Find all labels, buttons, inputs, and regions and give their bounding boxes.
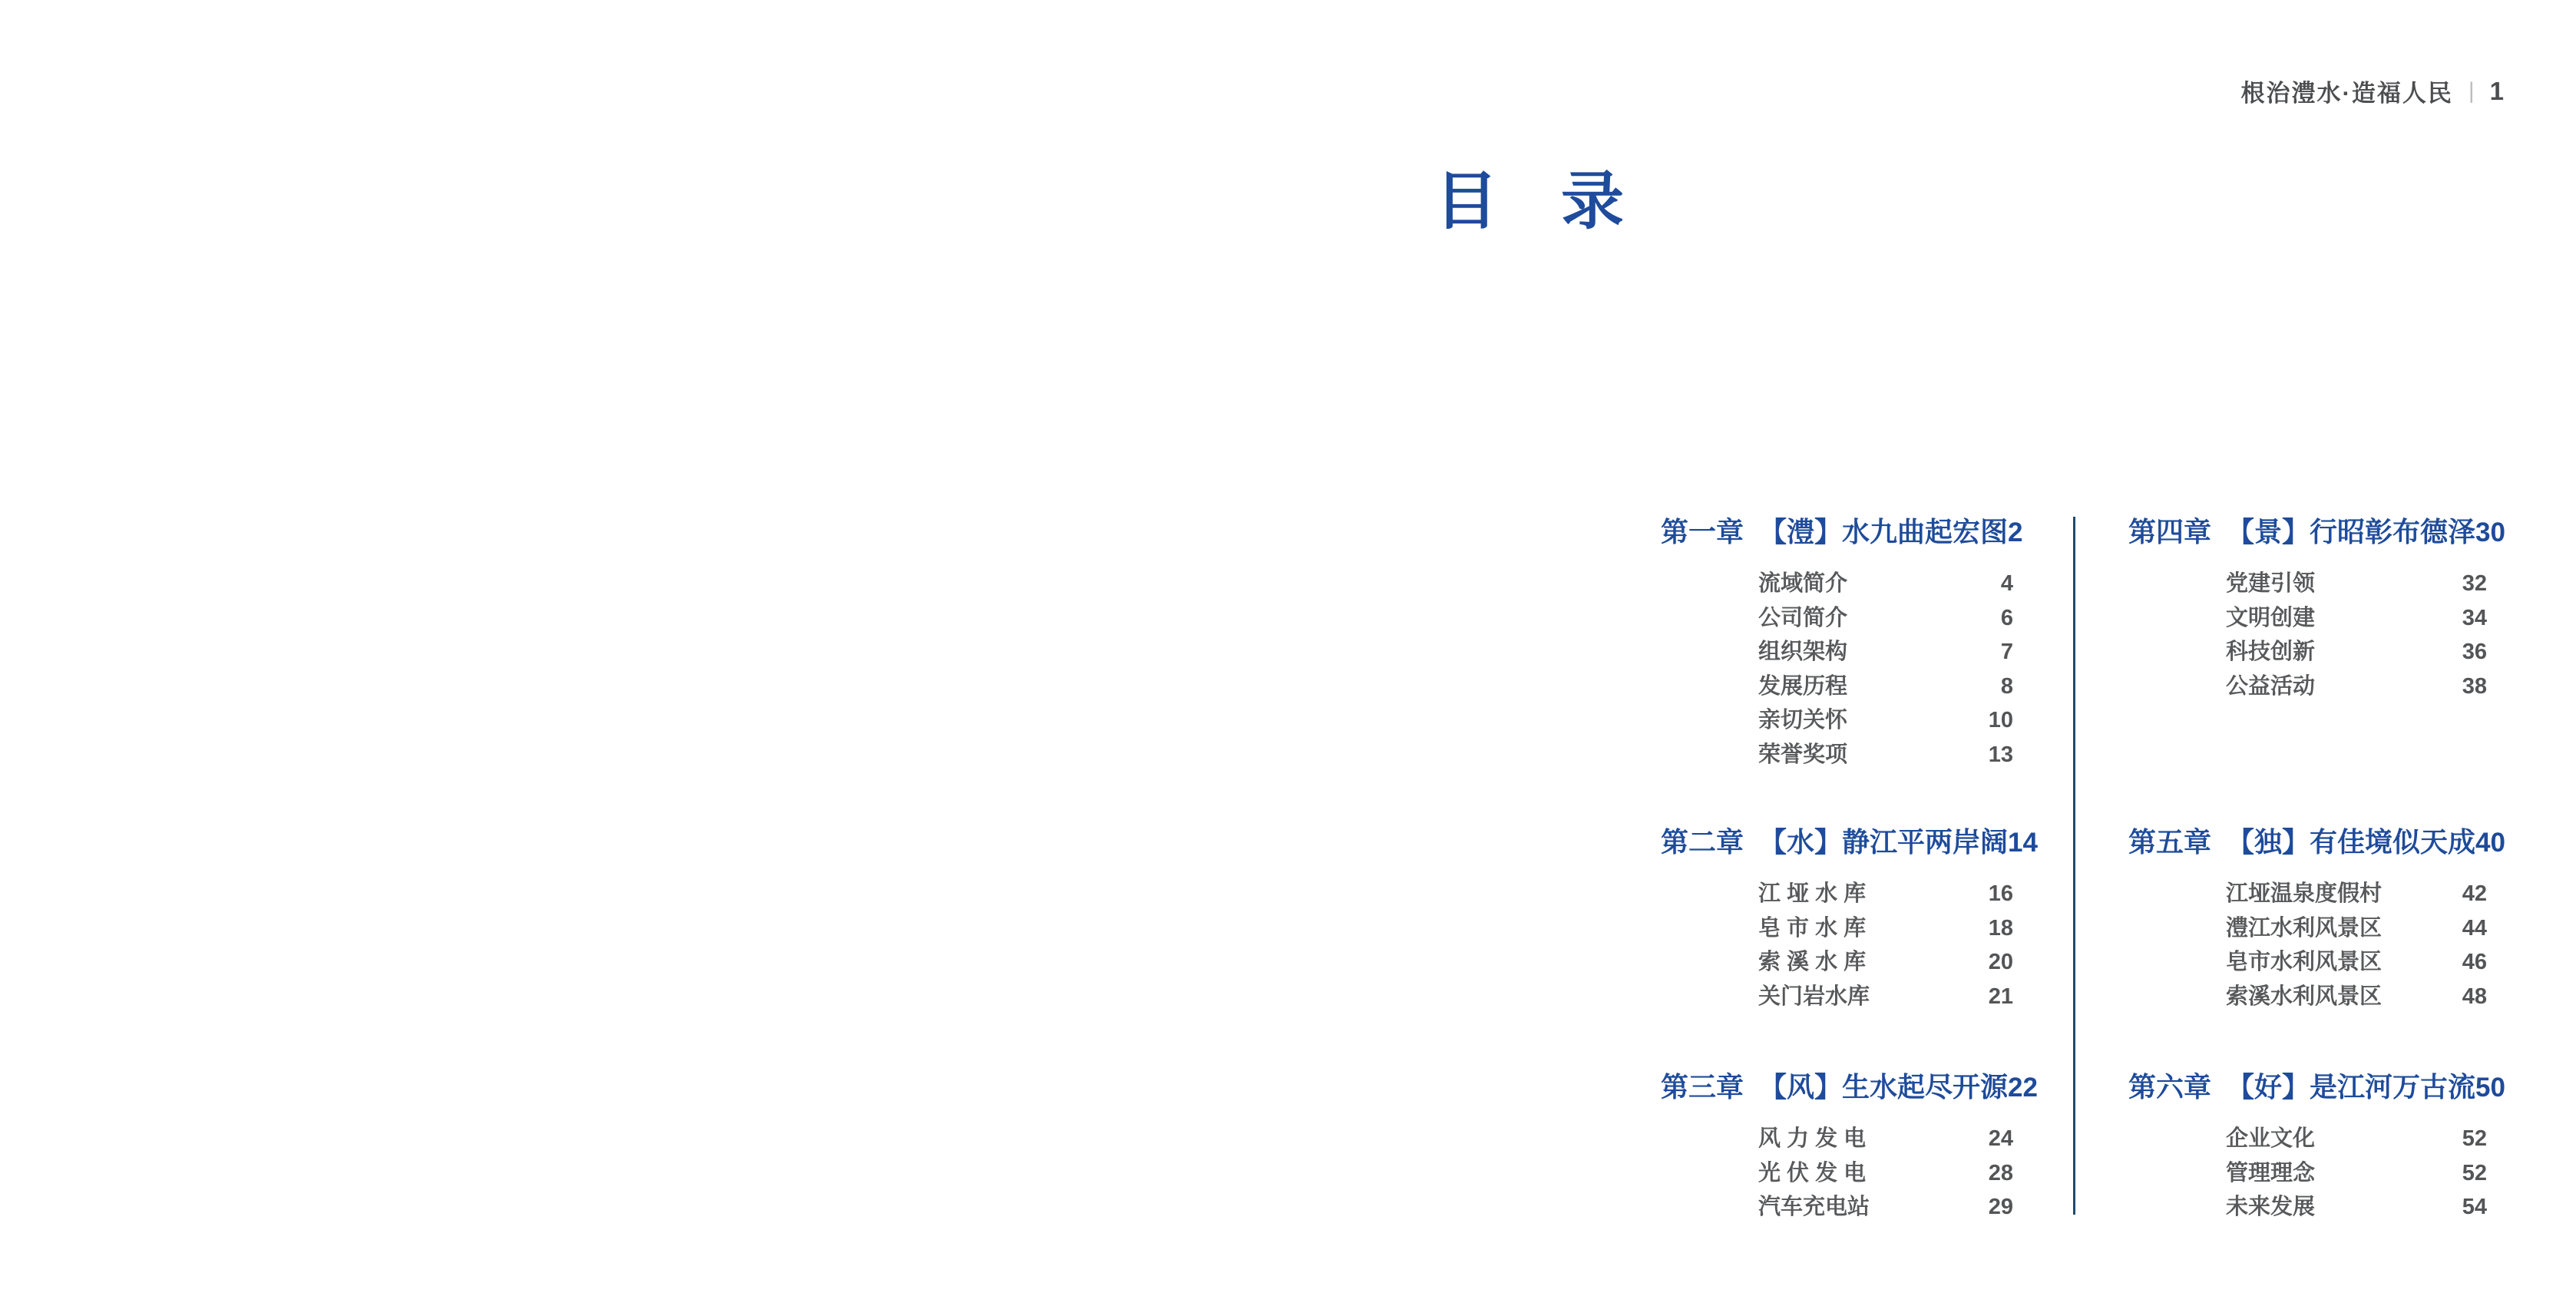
header-separator: | <box>2468 78 2475 104</box>
toc-item-page-number: 38 <box>2462 673 2487 699</box>
toc-item <box>1661 1190 2013 1225</box>
toc-item-label: 管理理念 <box>2226 1160 2316 1185</box>
toc-item-label: 亲切关怀 <box>1758 708 1848 733</box>
chapter-title: 【好】是江河万古流 <box>2227 1071 2476 1103</box>
chapter-page-number: 2 <box>2008 517 2023 547</box>
toc-item <box>1661 670 2013 704</box>
chapter-block <box>1661 515 2023 772</box>
toc-item <box>1661 738 2013 772</box>
toc-item-page-number: 52 <box>2462 1126 2487 1151</box>
chapter-item-list <box>2128 1122 2487 1225</box>
toc-item-label: 江 垭 水 库 <box>1758 881 1867 906</box>
toc-item-page-number: 42 <box>2462 881 2487 906</box>
chapter-item-list <box>1661 877 2013 1013</box>
chapter-title: 【水】静江平两岸阔 <box>1759 826 2009 858</box>
chapter-number-label: 第二章 <box>1661 826 1744 858</box>
column-divider <box>2073 517 2075 1215</box>
toc-column-left <box>1661 515 2038 1229</box>
toc-item-label: 索 溪 水 库 <box>1758 950 1867 975</box>
chapter-heading <box>1661 515 2023 550</box>
chapter-item-list <box>1661 1122 2013 1225</box>
toc-item-label: 皂 市 水 库 <box>1758 915 1867 941</box>
toc-item-page-number: 54 <box>2462 1195 2487 1220</box>
toc-item-label: 汽车充电站 <box>1758 1195 1870 1220</box>
toc-item <box>2128 670 2487 704</box>
chapter-title: 【景】行昭彰布德泽 <box>2227 516 2476 547</box>
chapter-page-number: 50 <box>2475 1073 2505 1103</box>
toc-item <box>2128 1156 2487 1191</box>
chapter-page-number: 30 <box>2475 517 2505 547</box>
chapter-page-number: 22 <box>2008 1073 2038 1103</box>
chapter-block <box>1661 825 2038 1013</box>
chapter-number-label: 第六章 <box>2128 1071 2212 1103</box>
toc-item-page-number: 34 <box>2462 605 2487 630</box>
toc-item-page-number: 10 <box>1988 708 2013 733</box>
toc-item <box>1661 877 2013 911</box>
toc-item-label: 公司简介 <box>1758 605 1848 630</box>
toc-item-label: 科技创新 <box>2226 640 2316 665</box>
toc-item <box>2128 567 2487 601</box>
chapter-heading <box>2128 825 2505 860</box>
chapter-heading <box>2128 1070 2505 1105</box>
chapter-heading <box>1661 1070 2038 1105</box>
page-header <box>2241 74 2504 108</box>
toc-item <box>2128 945 2487 980</box>
toc-item <box>2128 1122 2487 1156</box>
toc-item-label: 流域简介 <box>1758 571 1848 596</box>
toc-item <box>1661 635 2013 670</box>
toc-item <box>1661 980 2013 1014</box>
chapter-page-number: 40 <box>2475 828 2505 858</box>
page-title: 目 录 <box>1435 167 1625 236</box>
toc-item-page-number: 52 <box>2462 1160 2487 1185</box>
toc-item-label: 荣誉奖项 <box>1758 742 1848 767</box>
chapter-number-label: 第一章 <box>1661 516 1744 547</box>
toc-item <box>2128 980 2487 1014</box>
chapter-heading <box>1661 825 2038 860</box>
toc-item-label: 未来发展 <box>2226 1195 2316 1220</box>
toc-item-label: 党建引领 <box>2226 571 2316 596</box>
toc-item <box>1661 945 2013 980</box>
toc-item <box>2128 877 2487 911</box>
toc-item-page-number: 44 <box>2462 915 2487 941</box>
toc-item <box>1661 601 2013 636</box>
toc-item-label: 江垭温泉度假村 <box>2226 881 2383 906</box>
toc-item-page-number: 16 <box>1988 881 2013 906</box>
toc-item-label: 皂市水利风景区 <box>2226 950 2383 975</box>
toc-item-page-number: 24 <box>1988 1126 2013 1151</box>
chapter-title: 【独】有佳境似天成 <box>2227 826 2476 858</box>
chapter-block <box>2128 825 2505 1013</box>
toc-item-label: 索溪水利风景区 <box>2226 984 2383 1009</box>
toc-item-page-number: 28 <box>1988 1160 2013 1185</box>
toc-item-page-number: 7 <box>2000 640 2013 665</box>
toc-item <box>1661 567 2013 601</box>
toc-item-label: 风 力 发 电 <box>1758 1126 1867 1151</box>
toc-item-page-number: 48 <box>2462 984 2487 1009</box>
chapter-page-number: 14 <box>2008 828 2038 858</box>
toc-item-page-number: 13 <box>1988 742 2013 767</box>
chapter-number-label: 第三章 <box>1661 1071 1744 1103</box>
chapter-title: 【澧】水九曲起宏图 <box>1759 516 2009 547</box>
toc-item-page-number: 6 <box>2000 605 2013 630</box>
toc-item-label: 光 伏 发 电 <box>1758 1160 1867 1185</box>
toc-item <box>1661 1122 2013 1156</box>
toc-item-page-number: 8 <box>2000 673 2013 699</box>
toc-item <box>1661 703 2013 738</box>
chapter-number-label: 第四章 <box>2128 516 2212 547</box>
header-slogan: 根治澧水·造福人民 <box>2240 80 2453 107</box>
chapter-item-list <box>2128 877 2487 1013</box>
chapter-block <box>2128 1070 2505 1225</box>
toc-item-label: 文明创建 <box>2226 605 2316 630</box>
toc-item <box>2128 601 2487 636</box>
toc-item-page-number: 29 <box>1988 1195 2013 1220</box>
chapter-item-list <box>1661 567 2013 772</box>
toc-item <box>1661 911 2013 946</box>
toc-item-page-number: 46 <box>2462 950 2487 975</box>
chapter-heading <box>2128 515 2505 550</box>
toc-item-label: 澧江水利风景区 <box>2226 915 2383 941</box>
toc-item-label: 关门岩水库 <box>1758 984 1870 1009</box>
toc-item-label: 组织架构 <box>1758 640 1848 665</box>
toc-item-page-number: 32 <box>2462 571 2487 596</box>
toc-item <box>2128 911 2487 946</box>
toc-item-label: 企业文化 <box>2226 1126 2316 1151</box>
toc-item <box>1661 1156 2013 1191</box>
toc-item-label: 发展历程 <box>1758 673 1848 699</box>
toc-item <box>2128 1190 2487 1225</box>
chapter-title: 【风】生水起尽开源 <box>1759 1071 2009 1103</box>
toc-column-right <box>2128 515 2505 1229</box>
toc-item-page-number: 36 <box>2462 640 2487 665</box>
toc-item-page-number: 21 <box>1988 984 2013 1009</box>
toc-item-page-number: 20 <box>1988 950 2013 975</box>
chapter-item-list <box>2128 567 2487 703</box>
toc-item-label: 公益活动 <box>2226 673 2316 699</box>
toc-item <box>2128 635 2487 670</box>
chapter-block <box>1661 1070 2038 1225</box>
chapter-block <box>2128 515 2505 703</box>
toc-item-page-number: 18 <box>1988 915 2013 941</box>
header-page-number: 1 <box>2489 76 2504 105</box>
toc-item-page-number: 4 <box>2000 571 2013 596</box>
chapter-number-label: 第五章 <box>2128 826 2212 858</box>
